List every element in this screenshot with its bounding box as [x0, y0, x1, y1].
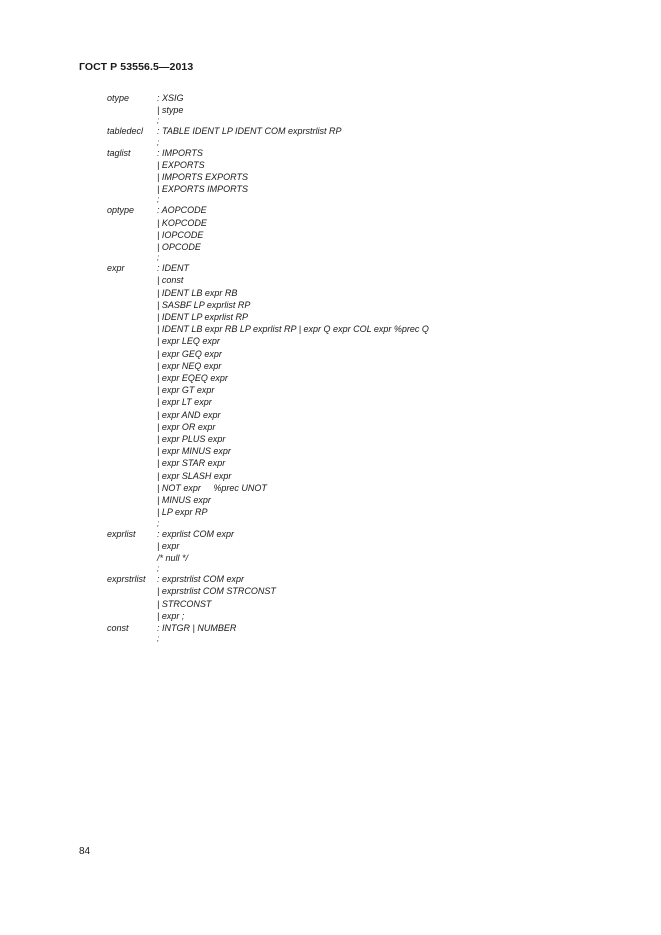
- rule-alternative: : INTGR | NUMBER: [157, 622, 237, 633]
- rule-alternative: | LP expr RP: [157, 507, 208, 518]
- rule-terminator: ;: [157, 116, 160, 126]
- rule-alternatives: [157, 622, 627, 643]
- rule-alternative: | expr GT expr: [157, 385, 215, 396]
- rule-alternative: | expr MINUS expr: [157, 446, 231, 457]
- page-header: ГОСТ Р 53556.5—2013: [79, 61, 194, 73]
- rule-name: const: [107, 622, 129, 633]
- rule-alternatives: [157, 147, 627, 205]
- grammar-listing: [107, 92, 627, 643]
- rule-alternative: : IDENT: [157, 263, 190, 274]
- rule-alternative: | EXPORTS IMPORTS: [157, 184, 249, 195]
- rule-alternative: | expr: [157, 540, 180, 551]
- rule-alternative: : IMPORTS: [157, 147, 203, 158]
- grammar-rule-optype: [107, 204, 627, 262]
- rule-alternative: | const: [157, 275, 184, 286]
- rule-alternatives: [157, 125, 627, 146]
- rule-terminator: ;: [157, 634, 160, 644]
- grammar-rule-exprstrlist: [107, 573, 627, 622]
- grammar-rule-const: [107, 622, 627, 643]
- rule-alternative: | OPCODE: [157, 242, 201, 253]
- rule-alternative: | SASBF LP exprlist RP: [157, 299, 251, 310]
- rule-alternative: /* null */: [157, 552, 189, 563]
- rule-alternative: : TABLE IDENT LP IDENT COM exprstrlist RP: [157, 126, 342, 137]
- grammar-rule-taglist: [107, 147, 627, 205]
- rule-name: otype: [107, 93, 130, 103]
- rule-alternative: : exprstrlist COM expr: [157, 574, 245, 585]
- rule-name: expr: [107, 263, 125, 274]
- rule-alternative: | KOPCODE: [157, 217, 207, 228]
- rule-alternatives: [157, 92, 627, 125]
- rule-alternative: | exprstrlist COM STRCONST: [157, 586, 276, 597]
- rule-alternatives: [157, 262, 627, 527]
- rule-alternative: | IOPCODE: [157, 229, 204, 240]
- rule-terminator: ;: [157, 195, 160, 205]
- rule-alternatives: [157, 573, 627, 622]
- rule-alternatives: [157, 528, 627, 574]
- rule-alternative: | expr STAR expr: [157, 458, 226, 469]
- rule-alternative: | IMPORTS EXPORTS: [157, 172, 249, 183]
- rule-alternative: | expr ;: [157, 610, 185, 621]
- rule-name: tabledecl: [107, 126, 144, 137]
- rule-alternative: | IDENT LP exprlist RP: [157, 312, 249, 323]
- rule-alternative: | expr PLUS expr: [157, 434, 226, 445]
- grammar-rule-exprlist: [107, 528, 627, 574]
- rule-alternative: | IDENT LB expr RB: [157, 287, 238, 298]
- rule-name: exprlist: [107, 528, 136, 539]
- rule-name: taglist: [107, 147, 131, 158]
- rule-alternative: | expr NEQ expr: [157, 360, 222, 371]
- grammar-rule-tabledecl: [107, 125, 627, 146]
- rule-name: optype: [107, 205, 135, 216]
- rule-alternative: | expr LT expr: [157, 397, 212, 408]
- rule-alternative: : XSIG: [157, 93, 184, 103]
- rule-alternatives: [157, 204, 627, 262]
- rule-alternative: : exprlist COM expr: [157, 528, 235, 539]
- rule-alternative: | expr EQEQ expr: [157, 373, 228, 384]
- rule-alternative: | IDENT LB expr RB LP exprlist RP | expr Q expr COL expr %prec Q: [157, 324, 429, 335]
- rule-terminator: ;: [157, 137, 160, 147]
- rule-terminator: ;: [157, 253, 160, 263]
- rule-alternative: | expr OR expr: [157, 421, 216, 432]
- grammar-rule-otype: [107, 92, 627, 125]
- rule-terminator: ;: [157, 564, 160, 574]
- grammar-rule-expr: [107, 262, 627, 527]
- rule-alternative: | expr SLASH expr: [157, 470, 232, 481]
- rule-name: exprstrlist: [107, 574, 146, 585]
- rule-alternative: | stype: [157, 105, 184, 116]
- page-number: 84: [79, 846, 91, 857]
- rule-alternative: | EXPORTS: [157, 159, 205, 170]
- rule-alternative: | STRCONST: [157, 598, 212, 609]
- rule-alternative: : AOPCODE: [157, 205, 207, 216]
- rule-alternative: | NOT expr %prec UNOT: [157, 482, 267, 493]
- rule-terminator: ;: [157, 518, 160, 528]
- rule-alternative: | expr AND expr: [157, 409, 221, 420]
- rule-alternative: | expr LEQ expr: [157, 336, 220, 347]
- rule-alternative: | MINUS expr: [157, 495, 211, 506]
- rule-alternative: | expr GEQ expr: [157, 348, 222, 359]
